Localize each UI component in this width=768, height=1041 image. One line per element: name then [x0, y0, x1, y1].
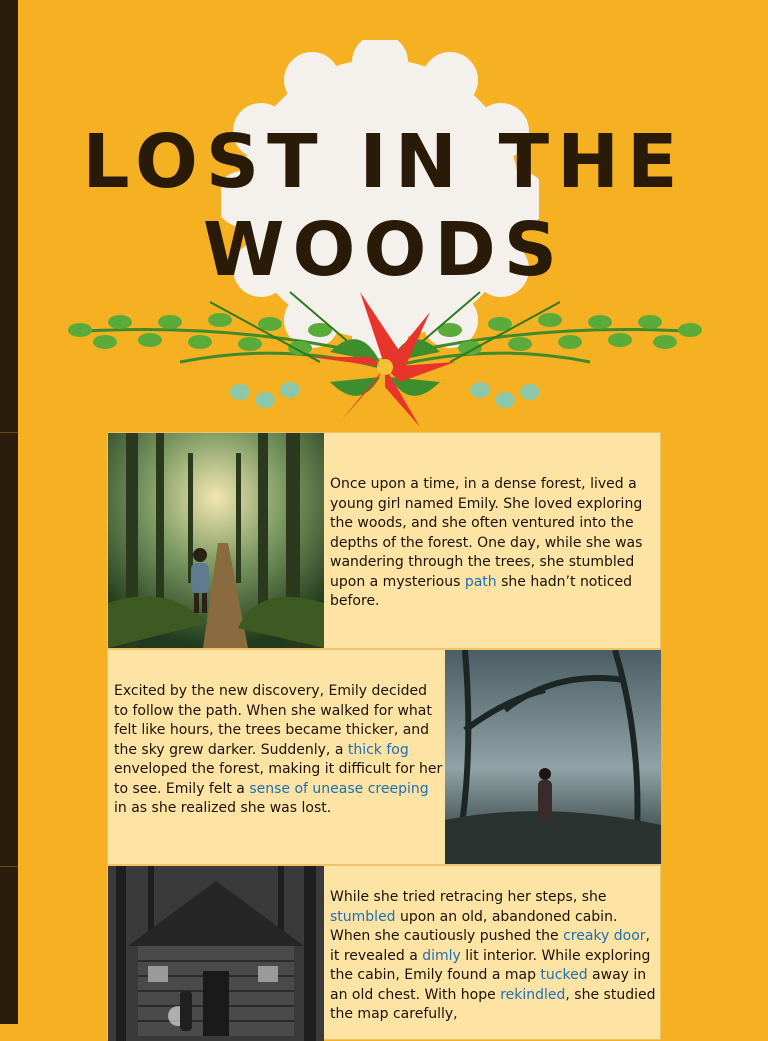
title-line-2: WOODS	[202, 207, 566, 293]
panel-1-text: Once upon a time, in a dense forest, lived a young girl named Emily. She loved exploring the woods, and she often ventured into the depths of the forest. One day, while she was wandering through the trees, she stumbled upon a mysterious path she hadn’t noticed before.	[330, 476, 643, 609]
title-line-1: LOST IN THE	[82, 119, 686, 205]
highlight-tucked: tucked	[540, 967, 588, 983]
highlight-stumbled: stumbled	[330, 908, 396, 925]
forest-path-girl-image	[108, 433, 324, 648]
story-panel-3	[107, 865, 661, 1040]
left-bar-tick	[0, 866, 18, 867]
highlight-sense-of-unease: sense of unease creeping	[249, 780, 429, 797]
highlight-creaky-door: creaky door	[563, 928, 646, 944]
story-panel-2	[107, 649, 661, 865]
highlight-path: path	[464, 573, 497, 590]
highlight-dimly: dimly	[422, 947, 461, 964]
pine-garland-illustration	[60, 282, 710, 437]
left-bar-tick	[0, 432, 18, 433]
highlight-thick-fog: thick fog	[347, 741, 409, 758]
abandoned-cabin-image	[108, 866, 324, 1041]
page-title	[0, 118, 768, 294]
highlight-rekindled: rekindled	[500, 986, 566, 1003]
panel-2-text: Excited by the new discovery, Emily decided to follow the path. When she walked for what felt like hours, the trees became thicker, and the sky grew darker. Suddenly, a thick fog enveloped the forest, making it difficult for her to see. Emily felt a sense of unease creeping in as she realized she was lost.	[114, 683, 443, 816]
foggy-forest-image	[445, 650, 661, 864]
panel-3-text: While she tried retracing her steps, she stumbled upon an old, abandoned cabin. When she cautiously pushed the creaky door, it revealed a dimly lit interior. While exploring the cabin, Emily found a map tucked away in an old chest. With hope rekindled, she studied the map carefully,	[330, 889, 656, 1022]
story-panel-1	[107, 432, 661, 649]
